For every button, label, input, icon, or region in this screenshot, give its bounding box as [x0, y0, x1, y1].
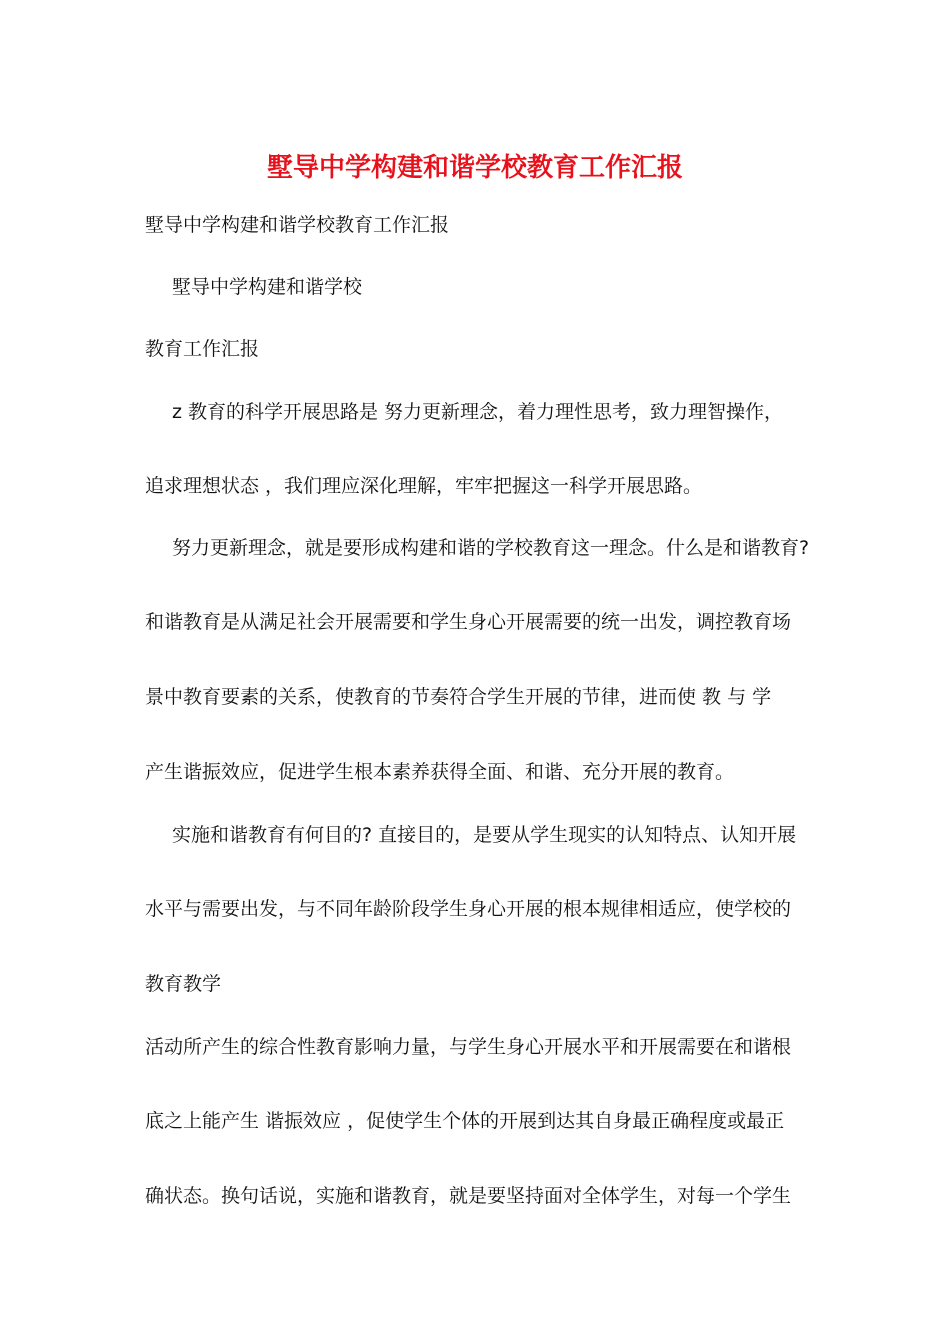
- paragraph-line: 水平与需要出发，与不同年龄阶段学生身心开展的根本规律相适应，使学校的: [145, 898, 792, 920]
- paragraph-line: z 教育的科学开展思路是 努力更新理念，着力理性思考，致力理智操作，: [172, 401, 784, 423]
- paragraph-line: 努力更新理念，就是要形成构建和谐的学校教育这一理念。什么是和谐教育?: [172, 537, 810, 559]
- paragraph-line: 底之上能产生 谐振效应 ，促使学生个体的开展到达其自身最正确程度或最正: [145, 1110, 785, 1132]
- paragraph-line: 景中教育要素的关系，使教育的节奏符合学生开展的节律，进而使 教 与 学: [145, 686, 772, 708]
- paragraph-line: 墅导中学构建和谐学校教育工作汇报: [145, 214, 450, 236]
- paragraph-line: 教育工作汇报: [145, 338, 260, 360]
- paragraph-line: 活动所产生的综合性教育影响力量，与学生身心开展水平和开展需要在和谐根: [145, 1036, 792, 1058]
- paragraph-line: 和谐教育是从满足社会开展需要和学生身心开展需要的统一出发，调控教育场: [145, 611, 792, 633]
- paragraph-line: 实施和谐教育有何目的? 直接目的，是要从学生现实的认知特点、认知开展: [172, 824, 797, 846]
- paragraph-line: 产生谐振效应，促进学生根本素养获得全面、和谐、充分开展的教育。: [145, 761, 735, 783]
- paragraph-line: 墅导中学构建和谐学校: [172, 276, 363, 298]
- document-title: 墅导中学构建和谐学校教育工作汇报: [266, 153, 683, 183]
- paragraph-line: 追求理想状态 ，我们理应深化理解，牢牢把握这一科学开展思路。: [145, 475, 703, 497]
- paragraph-line: 教育教学: [145, 973, 222, 995]
- paragraph-line: 确状态。换句话说，实施和谐教育，就是要坚持面对全体学生，对每一个学生: [145, 1185, 792, 1207]
